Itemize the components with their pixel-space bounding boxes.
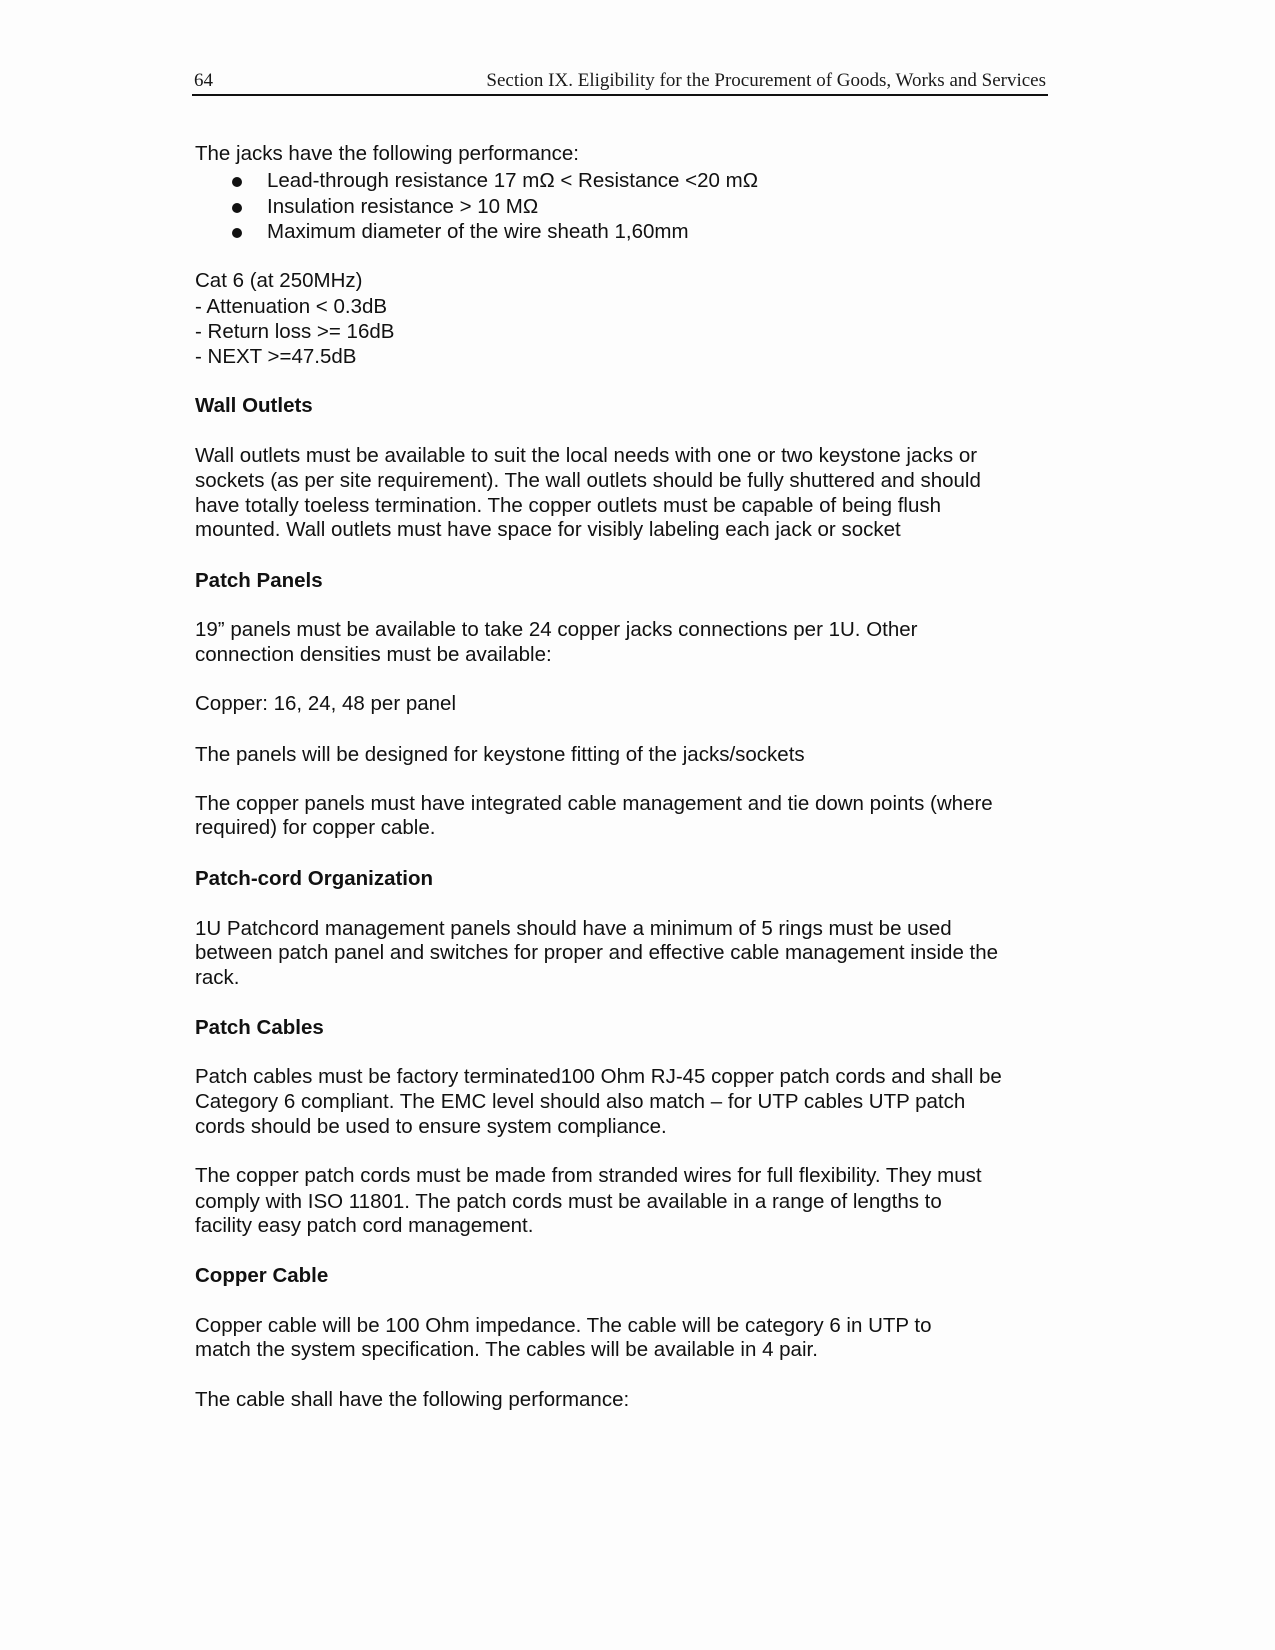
paragraph-line: 19” panels must be available to take 24 copper jacks connections per 1U. Other [195,618,918,641]
heading-patchcord-organization: Patch-cord Organization [195,867,434,890]
jacks-bullet: Maximum diameter of the wire sheath 1,60mm [267,220,689,243]
jacks-intro: The jacks have the following performance: [195,142,580,165]
paragraph-line: rack. [195,966,240,989]
heading-patch-cables: Patch Cables [195,1016,324,1039]
heading-wall-outlets: Wall Outlets [195,394,313,417]
section-header-title: Section IX. Eligibility for the Procurement of Goods, Works and Services [486,70,1046,91]
paragraph-line: facility easy patch cord management. [195,1214,534,1237]
paragraph-line: cords should be used to ensure system compliance. [195,1115,667,1138]
jacks-bullet: Insulation resistance > 10 MΩ [267,195,539,218]
bullet-icon [232,203,242,213]
paragraph-line: The copper panels must have integrated cable management and tie down points (where [195,792,993,815]
paragraph-line: Copper: 16, 24, 48 per panel [195,692,456,715]
paragraph-line: The panels will be designed for keystone fitting of the jacks/sockets [195,743,805,766]
paragraph-line: Patch cables must be factory terminated100 Ohm RJ-45 copper patch cords and shall be [195,1065,1002,1088]
paragraph-line: required) for copper cable. [195,816,436,839]
paragraph-line: 1U Patchcord management panels should have a minimum of 5 rings must be used [195,917,952,940]
paragraph-line: The copper patch cords must be made from stranded wires for full flexibility. They must [195,1164,982,1187]
paragraph-line: mounted. Wall outlets must have space for visibly labeling each jack or socket [195,518,901,541]
paragraph-line: comply with ISO 11801. The patch cords must be available in a range of lengths to [195,1190,942,1213]
page-number: 64 [194,70,213,91]
paragraph-line: Copper cable will be 100 Ohm impedance. The cable will be category 6 in UTP to [195,1314,932,1337]
paragraph-line: match the system specification. The cables will be available in 4 pair. [195,1338,818,1361]
paragraph-line: have totally toeless termination. The copper outlets must be capable of being flush [195,494,942,517]
bullet-icon [232,177,242,187]
paragraph-line: Category 6 compliant. The EMC level should also match – for UTP cables UTP patch [195,1090,966,1113]
cat6-line: - NEXT >=47.5dB [195,345,357,368]
cat6-line: - Return loss >= 16dB [195,320,395,343]
cat6-title: Cat 6 (at 250MHz) [195,269,363,292]
paragraph-line: between patch panel and switches for proper and effective cable management inside the [195,941,999,964]
header-rule [192,94,1048,96]
paragraph-line: sockets (as per site requirement). The wall outlets should be fully shuttered and should [195,469,981,492]
paragraph-line: connection densities must be available: [195,643,552,666]
heading-patch-panels: Patch Panels [195,569,323,592]
paragraph-line: The cable shall have the following performance: [195,1388,630,1411]
jacks-bullet: Lead-through resistance 17 mΩ < Resistance <20 mΩ [267,169,759,192]
cat6-line: - Attenuation < 0.3dB [195,295,388,318]
heading-copper-cable: Copper Cable [195,1264,329,1287]
bullet-icon [232,228,242,238]
paragraph-line: Wall outlets must be available to suit the local needs with one or two keystone jacks or [195,444,978,467]
